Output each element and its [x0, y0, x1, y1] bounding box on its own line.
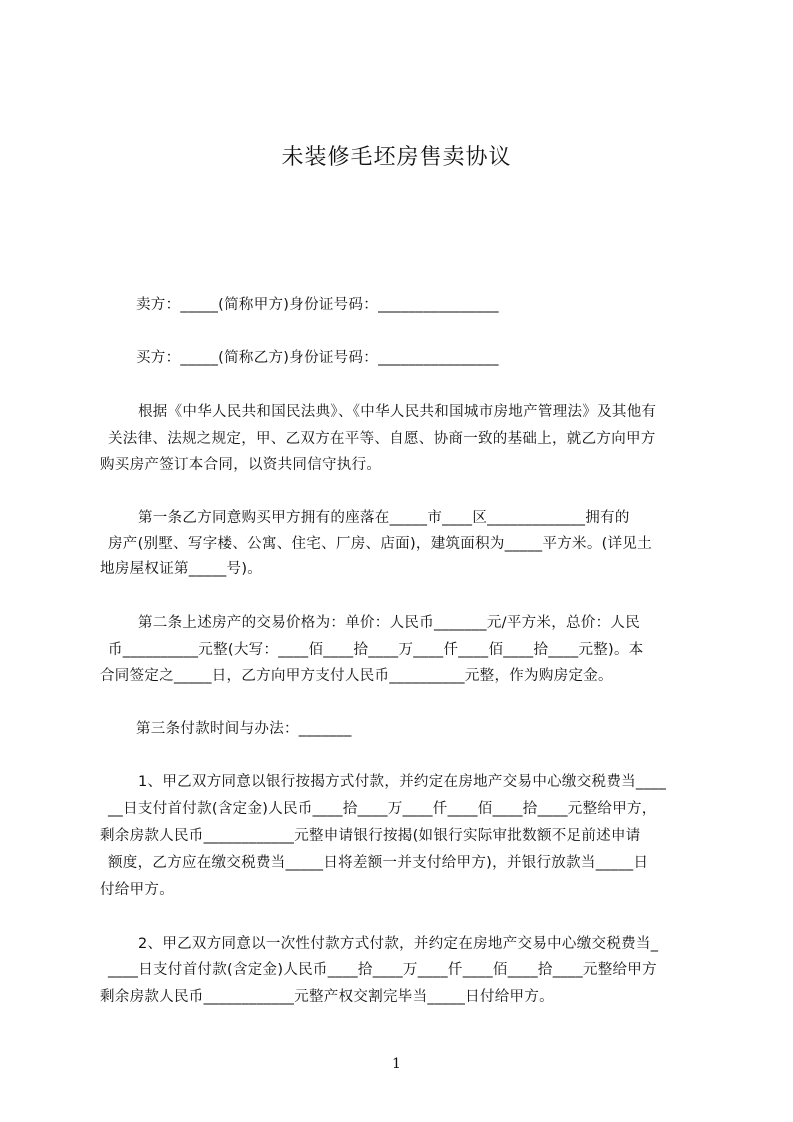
seller-line: 卖方：_____(简称甲方)身份证号码：________________	[136, 297, 499, 313]
preamble-line: 购买房产签订本合同，以资共同信守执行。	[100, 457, 382, 473]
document-title: 未装修毛坯房售卖协议	[281, 145, 512, 170]
article1-line: 房产(别墅、写字楼、公寓、住宅、厂房、店面)，建筑面积为_____平方米。(详见土	[108, 536, 653, 552]
article1-line: 第一条乙方同意购买甲方拥有的座落在_____市____区_____________拥有的	[138, 510, 630, 526]
preamble-line: 关法律、法规之规定，甲、乙双方在平等、自愿、协商一致的基础上，就乙方向甲方	[108, 431, 656, 447]
article3-item1-line: 1、甲乙双方同意以银行按揭方式付款，并约定在房地产交易中心缴交税费当____	[138, 774, 667, 790]
article2-line: 币__________元整(大写：____佰____拾____万____仟____佰____拾____元整)。本	[108, 642, 644, 658]
article3-item1-line: __日支付首付款(含定金)人民币____拾____万____仟____佰____拾____元整给甲方，	[108, 801, 657, 817]
article3-item2-line: 2、甲乙双方同意以一次性付款方式付款，并约定在房地产交易中心缴交税费当_	[138, 936, 659, 952]
article3-heading: 第三条付款时间与办法：_______	[136, 721, 352, 737]
page-number: 1	[392, 1056, 401, 1072]
article3-item1-line: 额度，乙方应在缴交税费当_____日将差额一并支付给甲方)，并银行放款当_____日	[108, 855, 649, 871]
article3-item1-line: 付给甲方。	[100, 882, 174, 898]
article2-line: 合同签定之_____日，乙方向甲方支付人民币__________元整，作为购房定金。	[100, 668, 613, 684]
article1-line: 地房屋权证第_____号)。	[100, 561, 263, 577]
article3-item2-line: 剩余房款人民币____________元整产权交割完毕当_____日付给甲方。	[100, 989, 554, 1005]
buyer-line: 买方：_____(简称乙方)身份证号码：________________	[136, 350, 499, 366]
article2-line: 第二条上述房产的交易价格为：单价：人民币_______元/平方米，总价：人民	[138, 615, 641, 631]
preamble-line: 根据《中华人民共和国民法典》、《中华人民共和国城市房地产管理法》及其他有	[138, 404, 657, 420]
article3-item1-line: 剩余房款人民币____________元整申请银行按揭(如银行实际审批数额不足前述申请	[100, 828, 641, 844]
article3-item2-line: ____日支付首付款(含定金)人民币____拾____万____仟____佰____拾____元整给甲方	[108, 962, 657, 978]
